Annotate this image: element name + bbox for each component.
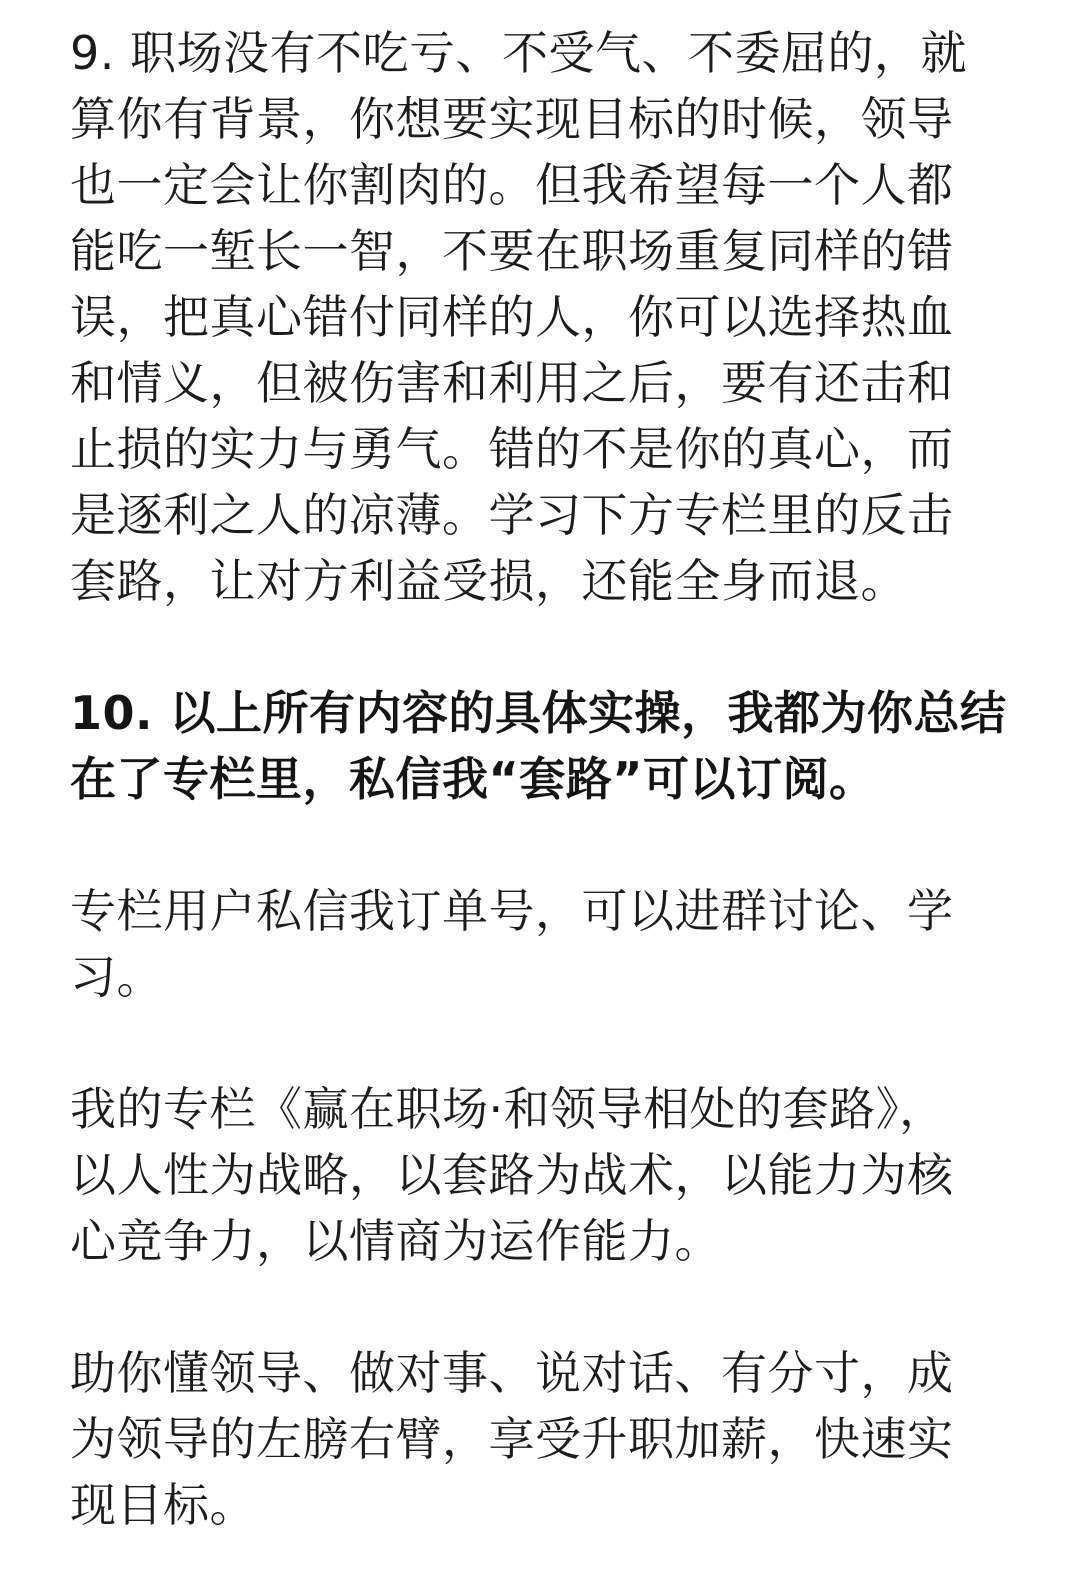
paragraph-column-intro: 我的专栏《赢在职场·和领导相处的套路》， 以人性为战略，以套路为战术，以能力为核 心竞争力，以情商为运作能力。 bbox=[70, 1082, 954, 1268]
paragraph-point-9: 9. 职场没有不吃亏、不受气、不委屈的，就 算你有背景，你想要实现目标的时候，领导 也一定会让你割肉的。但我希望每一个人都 能吃一堑长一智，不要在职场重复同样的错 误，把真心错付同样的人，你可以选择热血 和情义，但被伤害和利用之后，要有还击和 止损的实力与勇气。错的不是你的真心，而 是逐利之人的凉薄。学习下方专栏里的反击 套路，让对方利益受损，还能全身而退。 bbox=[70, 26, 968, 608]
article-body bbox=[70, 20, 1030, 1538]
paragraph-column-benefits: 助你懂领导、做对事、说对话、有分寸，成 为领导的左膀右臂，享受升职加薪，快速实 现目标。 bbox=[70, 1346, 954, 1532]
paragraph-point-10: 10. 以上所有内容的具体实操，我都为你总结 在了专栏里，私信我“套路”可以订阅。 bbox=[70, 686, 1007, 806]
paragraph-group-note: 专栏用户私信我订单号，可以进群讨论、学 习。 bbox=[70, 884, 954, 1004]
